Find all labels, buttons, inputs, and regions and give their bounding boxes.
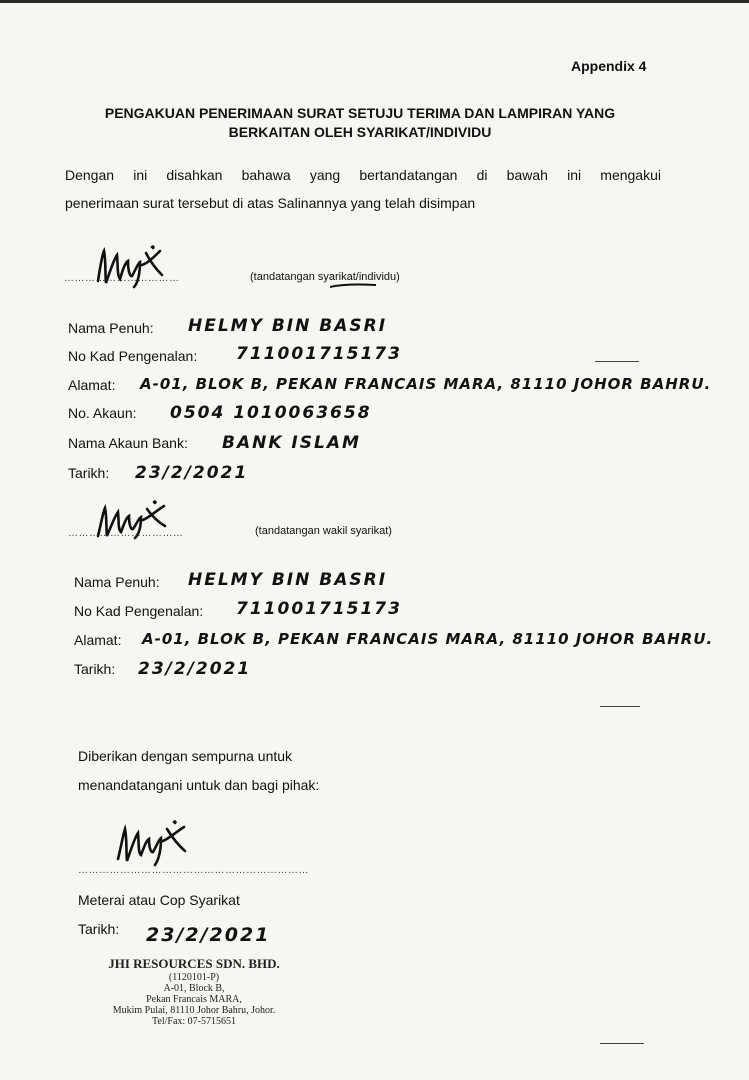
dash-mark-3 bbox=[600, 1043, 644, 1044]
signature-line-3: ………………………………………………………… bbox=[78, 865, 309, 876]
address-value-1: A-01, BLOK B, PEKAN FRANCAIS MARA, 81110 JOHOR BAHRU. bbox=[140, 375, 712, 393]
address-label-2: Alamat: bbox=[74, 632, 122, 648]
intro-line-1: Dengan ini disahkan bahawa yang bertandatangan di bawah ini mengakui bbox=[65, 167, 661, 183]
stamp-reg-no: (1120101-P) bbox=[168, 972, 220, 983]
account-label-1: No. Akaun: bbox=[68, 405, 137, 421]
date-label-1: Tarikh: bbox=[68, 465, 110, 481]
intro-line-2: penerimaan surat tersebut di atas Salinannya yang telah disimpan bbox=[65, 195, 476, 211]
seal-label: Meterai atau Cop Syarikat bbox=[78, 892, 240, 908]
name-label-1: Nama Penuh: bbox=[68, 320, 154, 336]
ic-value-2: 711001715173 bbox=[236, 599, 402, 619]
signature-caption-2: (tandatangan wakil syarikat) bbox=[255, 525, 392, 537]
date-value-1: 23/2/2021 bbox=[135, 463, 249, 483]
authorization-line-1: Diberikan dengan sempurna untuk bbox=[78, 748, 293, 764]
date-value-2: 23/2/2021 bbox=[138, 659, 252, 679]
account-value-1: 0504 1010063658 bbox=[170, 403, 372, 423]
intro-paragraph bbox=[65, 161, 661, 217]
ic-value-1: 711001715173 bbox=[236, 344, 402, 364]
signature-line-2: …………………………… bbox=[68, 528, 184, 539]
date-label-3: Tarikh: bbox=[78, 921, 120, 937]
document-title bbox=[40, 104, 680, 142]
name-label-2: Nama Penuh: bbox=[74, 574, 160, 590]
dash-mark-2 bbox=[600, 706, 640, 707]
name-value-1: HELMY BIN BASRI bbox=[188, 316, 388, 336]
scan-edge bbox=[0, 0, 749, 3]
dash-mark-1 bbox=[595, 361, 639, 362]
authorization-line-2: menandatangani untuk dan bagi pihak: bbox=[78, 777, 320, 793]
bank-value-1: BANK ISLAM bbox=[222, 433, 361, 453]
title-line-2: BERKAITAN OLEH SYARIKAT/INDIVIDU bbox=[228, 124, 492, 140]
stamp-company: JHI RESOURCES SDN. BHD. bbox=[108, 956, 280, 971]
signature-3 bbox=[112, 817, 192, 867]
stamp-phone: Tel/Fax: 07-5715651 bbox=[151, 1016, 236, 1027]
ic-label-2: No Kad Pengenalan: bbox=[74, 603, 204, 619]
title-line-1: PENGAKUAN PENERIMAAN SURAT SETUJU TERIMA DAN LAMPIRAN YANG bbox=[104, 105, 616, 121]
address-label-1: Alamat: bbox=[68, 377, 116, 393]
signature-line-1: …………………………… bbox=[64, 273, 180, 284]
company-stamp bbox=[94, 956, 294, 1027]
appendix-label: Appendix 4 bbox=[571, 58, 647, 74]
address-value-2: A-01, BLOK B, PEKAN FRANCAIS MARA, 81110 JOHOR BAHRU. bbox=[142, 630, 714, 648]
stamp-address-2: Pekan Francais MARA, bbox=[146, 994, 242, 1005]
bank-label-1: Nama Akaun Bank: bbox=[68, 435, 188, 451]
date-value-3: 23/2/2021 bbox=[146, 924, 271, 946]
stamp-address-1: A-01, Block B, bbox=[163, 983, 225, 994]
stamp-address-3: Mukim Pulai, 81110 Johor Bahru, Johor. bbox=[112, 1005, 276, 1016]
date-label-2: Tarikh: bbox=[74, 661, 116, 677]
caption-underline-stroke bbox=[328, 282, 378, 290]
ic-label-1: No Kad Pengenalan: bbox=[68, 348, 198, 364]
signature-caption-1: (tandatangan syarikat/individu) bbox=[250, 271, 400, 283]
name-value-2: HELMY BIN BASRI bbox=[188, 570, 388, 590]
